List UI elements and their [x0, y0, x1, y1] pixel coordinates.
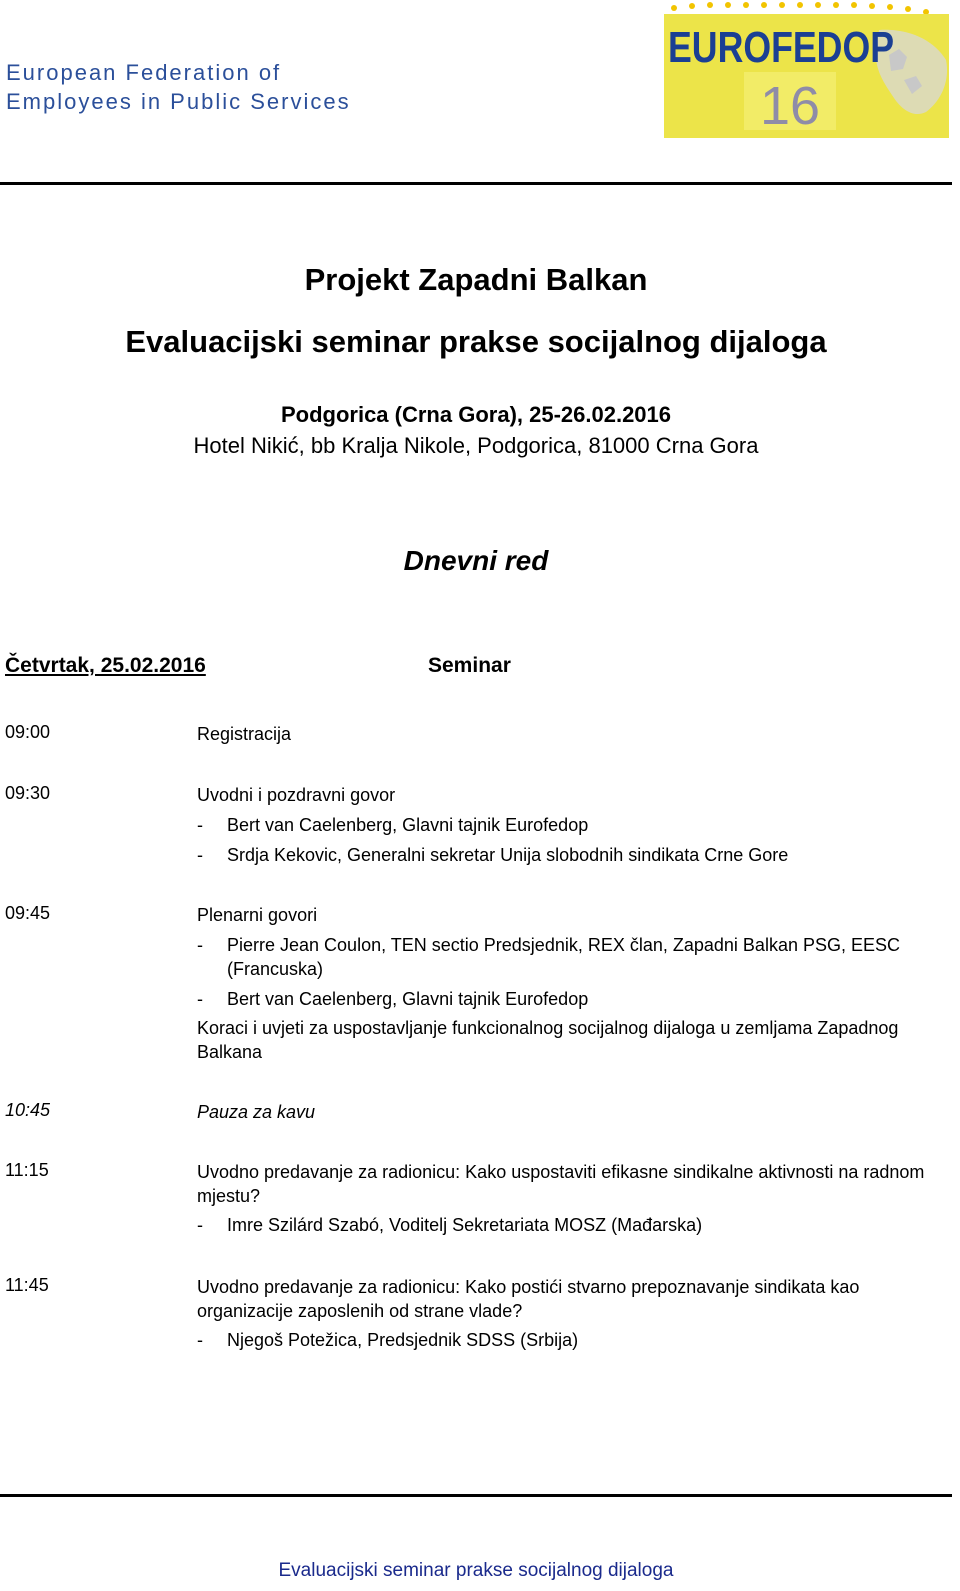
agenda-item-text: Uvodno predavanje za radionicu: Kako postići stvarno prepoznavanje sindikata kao organizacije zaposlenih od strane vlade?	[197, 1277, 860, 1321]
location-date: Podgorica (Crna Gora), 25-26.02.2016	[280, 402, 672, 427]
speaker-name: Imre Szilárd Szabó, Voditelj Sekretariata MOSZ (Mađarska)	[227, 1215, 703, 1235]
speaker-bullet: - Bert van Caelenberg, Glavni tajnik Eurofedop	[197, 815, 589, 835]
day-heading: Četvrtak, 25.02.2016	[5, 654, 206, 677]
project-title: Projekt Zapadni Balkan	[304, 262, 648, 297]
eurofedop-logo	[664, 0, 952, 140]
agenda-time: 09:00	[5, 722, 51, 742]
seminar-title: Evaluacijski seminar prakse socijalnog dijaloga	[125, 324, 827, 359]
speaker-name: Bert van Caelenberg, Glavni tajnik Eurofedop	[227, 989, 589, 1009]
session-type: Seminar	[428, 654, 511, 677]
session-topic: Koraci i uvjeti za uspostavljanje funkcionalnog socijalnog dijaloga u zemljama Zapadnog Balkana	[197, 1018, 899, 1062]
agenda-time: 09:30	[5, 783, 51, 803]
logo-number: 16	[759, 76, 821, 136]
speaker-bullet: - Bert van Caelenberg, Glavni tajnik Eurofedop	[197, 989, 589, 1009]
org-line-2: Employees in Public Services	[6, 89, 351, 114]
speaker-bullet: - Pierre Jean Coulon, TEN sectio Predsjednik, REX član, Zapadni Balkan PSG, EESC (Francuska)	[197, 935, 900, 979]
agenda-item-text: Plenarni govori	[197, 905, 318, 925]
agenda-time: 11:15	[5, 1160, 49, 1180]
speaker-name: Njegoš Potežica, Predsjednik SDSS (Srbija)	[227, 1330, 579, 1350]
footer-divider	[0, 1494, 952, 1497]
speaker-bullet: - Imre Szilárd Szabó, Voditelj Sekretariata MOSZ (Mađarska)	[197, 1215, 703, 1235]
agenda-time: 09:45	[5, 903, 51, 923]
speaker-bullet: - Srdja Kekovic, Generalni sekretar Unija slobodnih sindikata Crne Gore	[197, 845, 789, 865]
speaker-name: Pierre Jean Coulon, TEN sectio Predsjednik, REX član, Zapadni Balkan PSG, EESC (Francuska)	[227, 935, 900, 979]
venue-address: Hotel Nikić, bb Kralja Nikole, Podgorica, 81000 Crna Gora	[193, 433, 759, 458]
agenda-time: 11:45	[5, 1275, 49, 1295]
org-line-1: European Federation of	[6, 60, 282, 85]
speaker-name: Bert van Caelenberg, Glavni tajnik Eurofedop	[227, 815, 589, 835]
agenda-heading: Dnevni red	[403, 545, 549, 576]
agenda-item-text: Registracija	[197, 724, 292, 744]
organization-name	[6, 58, 351, 116]
speaker-bullet: - Njegoš Potežica, Predsjednik SDSS (Srbija)	[197, 1330, 579, 1350]
agenda-time: 10:45	[5, 1100, 51, 1120]
agenda-item-text: Uvodni i pozdravni govor	[197, 785, 396, 805]
agenda-item-text: Pauza za kavu	[197, 1102, 316, 1122]
header-divider	[0, 182, 952, 185]
speaker-name: Srdja Kekovic, Generalni sekretar Unija slobodnih sindikata Crne Gore	[227, 845, 789, 865]
logo-text: EUROFEDOP	[668, 23, 894, 72]
footer-text: Evaluacijski seminar prakse socijalnog dijaloga	[278, 1560, 674, 1581]
agenda-item-text: Uvodno predavanje za radionicu: Kako uspostaviti efikasne sindikalne aktivnosti na radnom mjestu?	[197, 1162, 925, 1206]
